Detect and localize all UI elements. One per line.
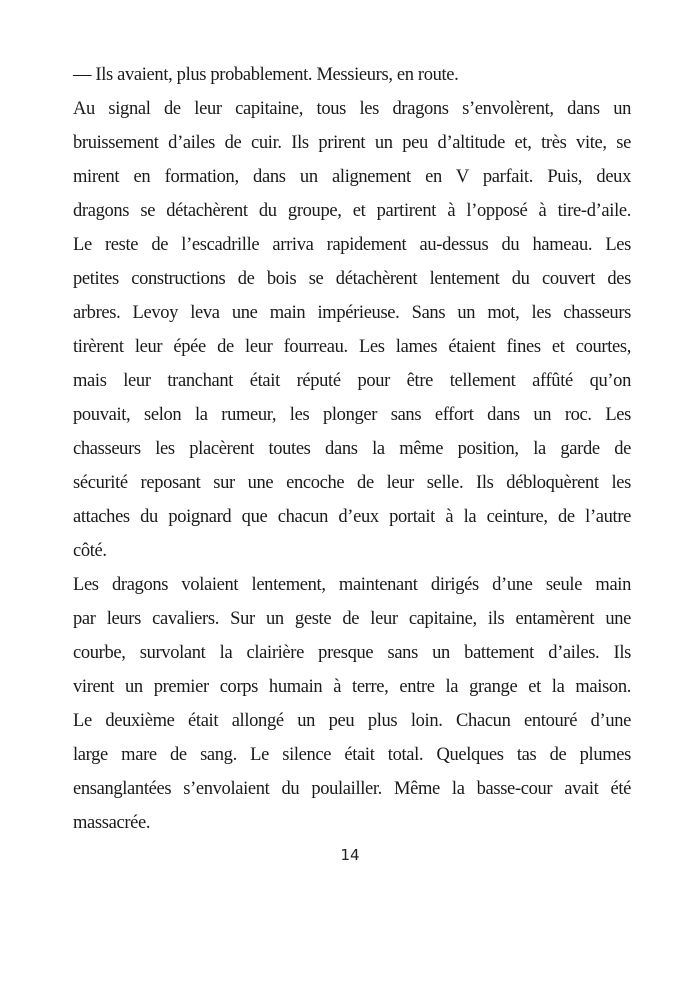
text-line: courbe, survolant la clairière presque sans un battement d’ailes. Ils — [73, 643, 631, 663]
text-line: mais leur tranchant était réputé pour être tellement affûté qu’on — [73, 371, 631, 391]
text-line: sécurité reposant sur une encoche de leur selle. Ils débloquèrent les — [73, 473, 631, 493]
text-line: ensanglantées s’envolaient du poulailler. Même la basse-cour avait été — [73, 779, 631, 799]
text-line: pouvait, selon la rumeur, les plonger sans effort dans un roc. Les — [73, 405, 631, 425]
text-line: Au signal de leur capitaine, tous les dragons s’envolèrent, dans un — [73, 99, 631, 119]
text-line: arbres. Levoy leva une main impérieuse. Sans un mot, les chasseurs — [73, 303, 631, 323]
text-line: petites constructions de bois se détachèrent lentement du couvert des — [73, 269, 631, 289]
text-line: virent un premier corps humain à terre, entre la grange et la maison. — [73, 677, 631, 697]
page-number: 14 — [340, 846, 360, 864]
text-line: tirèrent leur épée de leur fourreau. Les lames étaient fines et courtes, — [73, 337, 631, 357]
text-line: par leurs cavaliers. Sur un geste de leur capitaine, ils entamèrent une — [73, 609, 631, 629]
text-line: chasseurs les placèrent toutes dans la même position, la garde de — [73, 439, 631, 459]
text-line: attaches du poignard que chacun d’eux portait à la ceinture, de l’autre — [73, 507, 631, 527]
text-line: Le deuxième était allongé un peu plus loin. Chacun entouré d’une — [73, 711, 631, 731]
text-line: dragons se détachèrent du groupe, et partirent à l’opposé à tire-d’aile. — [73, 201, 631, 221]
text-line: massacrée. — [73, 813, 151, 833]
text-line: mirent en formation, dans un alignement en V parfait. Puis, deux — [73, 167, 631, 187]
text-line: bruissement d’ailes de cuir. Ils prirent un peu d’altitude et, très vite, se — [73, 133, 631, 153]
text-line: Les dragons volaient lentement, maintenant dirigés d’une seule main — [73, 575, 631, 595]
page-body — [73, 58, 631, 840]
text-line: Le reste de l’escadrille arriva rapidement au-dessus du hameau. Les — [73, 235, 631, 255]
text-line: large mare de sang. Le silence était total. Quelques tas de plumes — [73, 745, 631, 765]
text-line: côté. — [73, 541, 107, 561]
text-line: — Ils avaient, plus probablement. Messieurs, en route. — [73, 65, 459, 85]
